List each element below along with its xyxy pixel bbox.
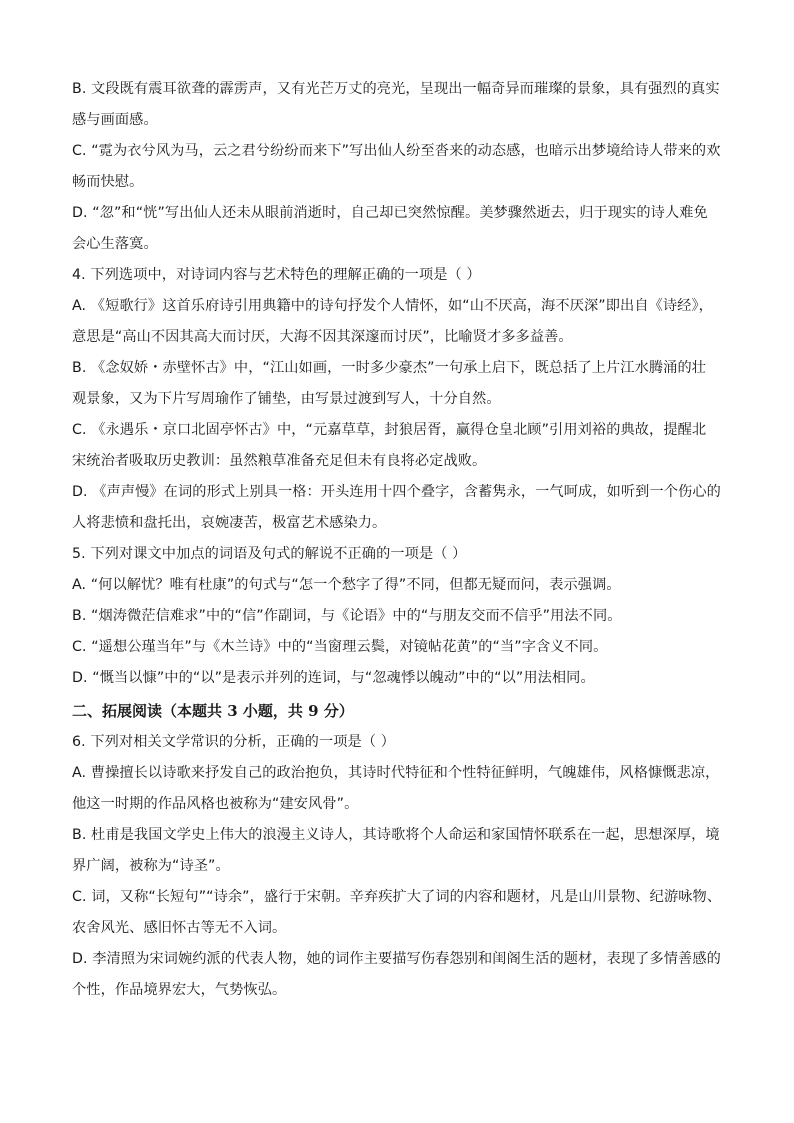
text-line: B. 《念奴娇・赤壁怀古》中，“江山如画，一时多少豪杰”一句承上启下，既总括了上片江水腾涌的壮 xyxy=(72,360,707,376)
text-line: A. “何以解忧？唯有杜康”的句式与“怎一个愁字了得”不同，但都无疑而问，表示强调。 xyxy=(72,577,621,593)
text-line: D. 李清照为宋词婉约派的代表人物，她的词作主要描写伤春怨别和闺阁生活的题材，表现了多情善感的 xyxy=(72,951,721,967)
text-line: 农舍风光、感旧怀古等无不入词。 xyxy=(72,920,287,936)
text-line: C. “霓为衣兮风为马，云之君兮纷纷而来下”写出仙人纷至沓来的动态感，也暗示出梦境给诗人带来的欢 xyxy=(72,143,721,159)
text-line: A. 曹操擅长以诗歌来抒发自己的政治抱负，其诗时代特征和个性特征鲜明，气魄雄伟，风格慷慨悲凉， xyxy=(72,765,720,781)
option-6c xyxy=(72,882,724,944)
text-line: B. 杜甫是我国文学史上伟大的浪漫主义诗人，其诗歌将个人命运和家国情怀联系在一起，思想深厚，境 xyxy=(72,827,720,843)
option-5c xyxy=(72,632,724,663)
text-line: 界广阔，被称为“诗圣”。 xyxy=(72,858,230,874)
text-line: 畅而快慰。 xyxy=(72,174,144,190)
option-3c xyxy=(72,136,724,198)
option-4d xyxy=(72,477,724,539)
exam-page xyxy=(72,74,724,1006)
text-line: 个性，作品境界宏大，气势恢弘。 xyxy=(72,982,287,998)
text-line: 他这一时期的作品风格也被称为“建安风骨”。 xyxy=(72,796,359,812)
text-line: C. 词，又称“长短句”“诗余”，盛行于宋朝。辛弃疾扩大了词的内容和题材，凡是山川景物、纪游咏物、 xyxy=(72,889,722,905)
text-line: 意思是“高山不因其高大而讨厌，大海不因其深邃而讨厌”，比喻贤才多多益善。 xyxy=(72,329,573,345)
text-line: B. 文段既有震耳欲聋的霹雳声，又有光芒万丈的亮光，呈现出一幅奇异而璀璨的景象，具有强烈的真实 xyxy=(72,81,720,97)
text-line: B. “烟涛微茫信难求”中的“信”作副词，与《论语》中的“与朋友交而不信乎”用法不同。 xyxy=(72,608,622,624)
option-4a xyxy=(72,291,724,353)
text-line: A. 《短歌行》这首乐府诗引用典籍中的诗句抒发个人情怀，如“山不厌高，海不厌深”即出自《诗经》， xyxy=(72,298,713,314)
option-6d xyxy=(72,944,724,1006)
text-line: 观景象，又为下片写周瑜作了铺垫，由写景过渡到写人，十分自然。 xyxy=(72,391,501,407)
option-3d xyxy=(72,198,724,260)
question-stem: 4. 下列选项中，对诗词内容与艺术特色的理解正确的一项是（ ） xyxy=(72,267,481,283)
option-3b xyxy=(72,74,724,136)
question-stem: 5. 下列对课文中加点的词语及句式的解说不正确的一项是（ ） xyxy=(72,546,467,562)
question-6 xyxy=(72,727,724,758)
text-line: C. 《永遇乐・京口北固亭怀古》中，“元嘉草草，封狼居胥，赢得仓皇北顾”引用刘裕的典故，提醒北 xyxy=(72,422,707,438)
option-4b xyxy=(72,353,724,415)
option-5d xyxy=(72,663,724,694)
question-stem: 6. 下列对相关文学常识的分析，正确的一项是（ ） xyxy=(72,734,395,750)
text-line: 宋统治者吸取历史教训：虽然粮草准备充足但未有良将必定战败。 xyxy=(72,453,487,469)
option-6b xyxy=(72,820,724,882)
question-4 xyxy=(72,260,724,291)
text-line: 感与画面感。 xyxy=(72,112,158,128)
text-line: D. “慨当以慷”中的“以”是表示并列的连词，与“忽魂悸以魄动”中的“以”用法相同。 xyxy=(72,670,595,686)
option-5b xyxy=(72,601,724,632)
option-6a xyxy=(72,758,724,820)
option-4c xyxy=(72,415,724,477)
text-line: 会心生落寞。 xyxy=(72,236,158,252)
text-line: D. “忽”和“恍”写出仙人还未从眼前消逝时，自己却已突然惊醒。美梦骤然逝去，归于现实的诗人难免 xyxy=(72,205,708,221)
question-5 xyxy=(72,539,724,570)
section-heading: 二、拓展阅读（本题共 3 小题，共 9 分） xyxy=(72,702,354,720)
text-line: C. “遥想公瑾当年”与《木兰诗》中的“当窗理云鬓，对镜帖花黄”的“当”字含义不同。 xyxy=(72,639,608,655)
text-line: D. 《声声慢》在词的形式上别具一格：开头连用十四个叠字，含蓄隽永，一气呵成，如听到一个伤心的 xyxy=(72,484,721,500)
text-line: 人将悲愤和盘托出，哀婉凄苦，极富艺术感染力。 xyxy=(72,515,387,531)
option-5a xyxy=(72,570,724,601)
